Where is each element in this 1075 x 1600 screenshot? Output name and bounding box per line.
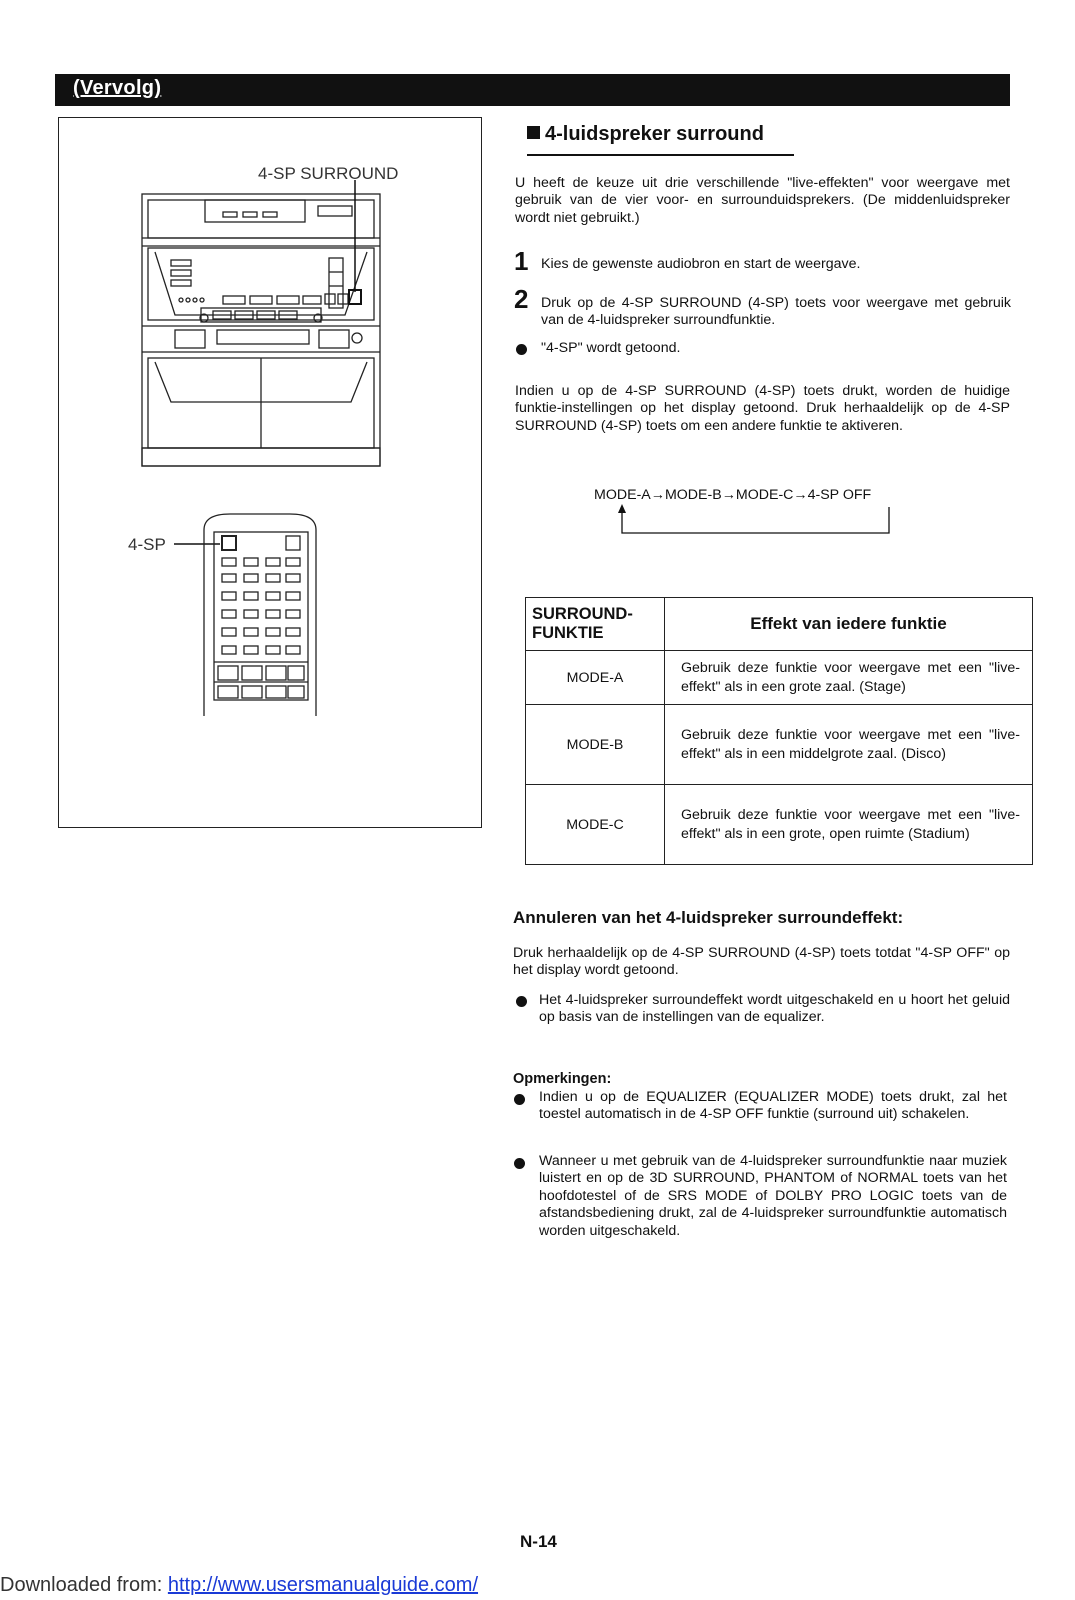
remote-button-label: 4-SP — [128, 535, 166, 554]
cancel-title: Annuleren van het 4-luidspreker surroundeffekt: — [513, 908, 904, 927]
right-arrow-icon: → — [650, 487, 665, 503]
section-title-rule — [527, 154, 794, 156]
cycle-mode-c: MODE-C — [735, 487, 794, 503]
table-header-effect: Effekt van iedere funktie — [665, 598, 1033, 651]
unit-button-label: 4-SP SURROUND — [258, 164, 399, 183]
function-paragraph: Indien u op de 4-SP SURROUND (4-SP) toets drukt, worden de huidige funktie-instellingen op het display getoond. Druk herhaaldelijk op de 4-SP SURROUND (4-SP) toets om een andere funktie te aktiveren. — [515, 383, 1010, 434]
source-link[interactable]: http://www.usersmanualguide.com/ — [167, 1574, 479, 1596]
table-cell-mode: MODE-A — [526, 651, 665, 705]
page-number: N-14 — [520, 1532, 557, 1551]
cycle-return-arrow — [612, 503, 902, 539]
note-item: Indien u op de EQUALIZER (EQUALIZER MODE) toets drukt, zal het toestel automatisch in de 4-SP OFF funktie (surround uit) schakelen. — [539, 1089, 1007, 1123]
section-title-text: 4-luidspreker surround — [545, 123, 764, 145]
cycle-4sp-off: 4-SP OFF — [807, 487, 872, 503]
bullet-icon — [514, 1094, 525, 1105]
table-cell-desc: Gebruik deze funktie voor weergave met een "live-effekt" als in een middelgrote zaal. (Disco) — [665, 705, 1033, 785]
bullet-icon — [516, 996, 527, 1007]
step-1-text: Kies de gewenste audiobron en start de weergave. — [541, 256, 861, 272]
main-unit-illustration — [135, 180, 395, 470]
cycle-mode-a: MODE-A — [594, 487, 651, 503]
table-cell-mode: MODE-B — [526, 705, 665, 785]
remote-control-illustration — [170, 510, 330, 720]
cancel-bullet-text: Het 4-luidspreker surroundeffekt wordt uitgeschakeld en u hoort het geluid op basis van de instellingen van de equalizer. — [539, 992, 1010, 1026]
header-bar — [55, 74, 1010, 106]
notes-title: Opmerkingen: — [513, 1071, 612, 1087]
table-cell-desc: Gebruik deze funktie voor weergave met een "live-effekt" als in een grote zaal. (Stage) — [665, 651, 1033, 705]
bullet-icon — [514, 1158, 525, 1169]
intro-paragraph: U heeft de keuze uit drie verschillende "live-effekten" voor weergave met gebruik van de vier voor- en surrounduidsprekers. (De middenluidspreker wordt niet gebruikt.) — [515, 175, 1010, 226]
step-1-number: 1 — [514, 246, 529, 276]
step-bullet-text: "4-SP" wordt getoond. — [541, 340, 681, 356]
table-row — [526, 785, 1033, 865]
cancel-text: Druk herhaaldelijk op de 4-SP SURROUND (4-SP) toets totdat "4-SP OFF" op het display wordt getoond. — [513, 945, 1010, 979]
table-header-function — [526, 598, 665, 651]
table-cell-mode: MODE-C — [526, 785, 665, 865]
right-arrow-icon: → — [721, 487, 736, 503]
step-2-number: 2 — [514, 284, 529, 314]
table-cell-desc: Gebruik deze funktie voor weergave met een "live-effekt" als in een grote, open ruimte (Stadium) — [665, 785, 1033, 865]
surround-function-table — [525, 597, 1033, 865]
step-2-text: Druk op de 4-SP SURROUND (4-SP) toets voor weergave met gebruik van de 4-luidspreker surroundfunktie. — [541, 295, 1011, 329]
table-row — [526, 651, 1033, 705]
table-header-function-text: SURROUND- FUNKTIE — [532, 605, 633, 642]
mode-cycle — [594, 487, 871, 503]
section-title — [527, 123, 764, 146]
page-header-title: (Vervolg) — [73, 77, 162, 99]
bullet-icon — [516, 344, 527, 355]
download-footer — [0, 1574, 478, 1597]
square-bullet-icon — [527, 126, 540, 139]
cycle-mode-b: MODE-B — [664, 487, 722, 503]
right-arrow-icon: → — [793, 487, 808, 503]
note-item: Wanneer u met gebruik van de 4-luidspreker surroundfunktie naar muziek luistert en op de 3D SURROUND, PHANTOM of NORMAL toets van het hoofdotestel of de SRS MODE of DOLBY PRO LOGIC toets van de afstandsbediening drukt, zal de 4-luidspreker surroundfunktie automatisch worden uitgeschakeld. — [539, 1153, 1007, 1239]
footer-prefix: Downloaded from: — [0, 1574, 168, 1596]
table-row — [526, 705, 1033, 785]
table-header-row — [526, 598, 1033, 651]
